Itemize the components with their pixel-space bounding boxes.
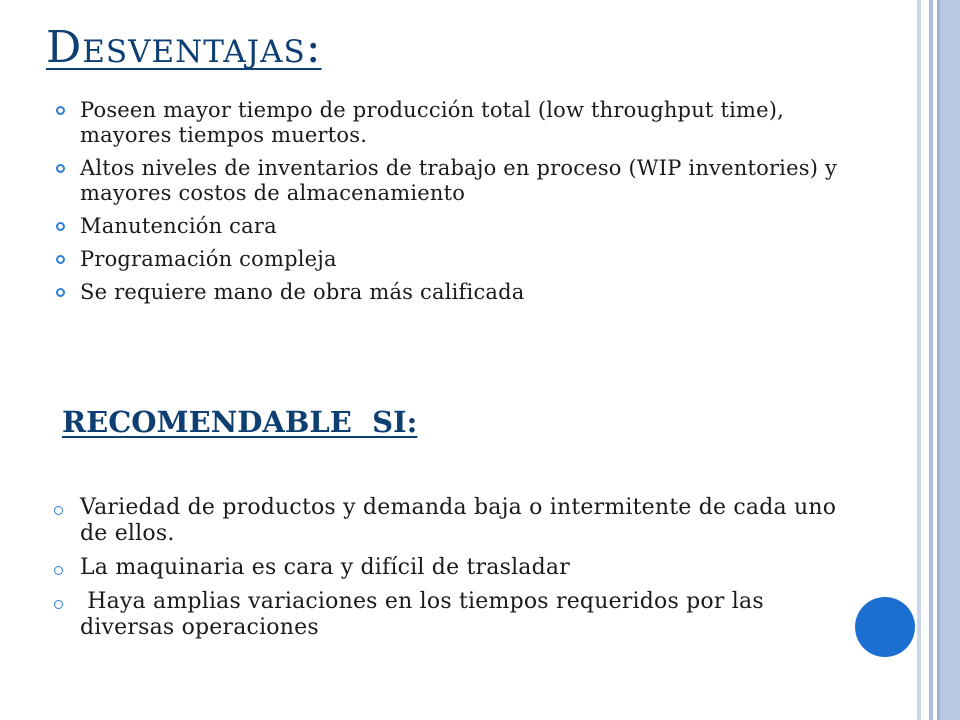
recommended-list <box>50 495 840 649</box>
list-item-text: Manutención cara <box>80 214 277 238</box>
circle-bullet-icon <box>54 506 63 515</box>
bullet-icon <box>56 164 65 173</box>
decorative-stripe <box>937 0 960 720</box>
circle-bullet-icon <box>54 600 63 609</box>
list-item-text: Poseen mayor tiempo de producción total (low throughput time), mayores tiempos muertos. <box>80 98 785 147</box>
list-item-text: Altos niveles de inventarios de trabajo en proceso (WIP inventories) y mayores costos de almacenamiento <box>80 156 838 205</box>
circle-bullet-icon <box>54 566 63 575</box>
list-item <box>50 214 840 239</box>
list-item <box>50 247 840 272</box>
bullet-icon <box>56 222 65 231</box>
bullet-icon <box>56 288 65 297</box>
disadvantages-list <box>50 98 840 313</box>
decorative-stripe <box>921 0 929 720</box>
list-item <box>50 495 840 547</box>
bullet-icon <box>56 106 65 115</box>
slide-title: Desventajas: <box>46 22 322 73</box>
list-item <box>50 98 840 148</box>
list-item-text: La maquinaria es cara y difícil de trasladar <box>80 555 570 580</box>
recommended-heading: RECOMENDABLE SI: <box>62 405 418 439</box>
list-item-text: Haya amplias variaciones en los tiempos requeridos por las diversas operaciones <box>80 589 772 640</box>
list-item-text: Variedad de productos y demanda baja o intermitente de cada uno de ellos. <box>80 495 837 546</box>
list-item <box>50 555 840 581</box>
list-item-text: Se requiere mano de obra más calificada <box>80 280 525 304</box>
list-item <box>50 156 840 206</box>
decorative-circle <box>855 597 915 657</box>
list-item <box>50 589 840 641</box>
list-item <box>50 280 840 305</box>
list-item-text: Programación compleja <box>80 247 337 271</box>
bullet-icon <box>56 255 65 264</box>
